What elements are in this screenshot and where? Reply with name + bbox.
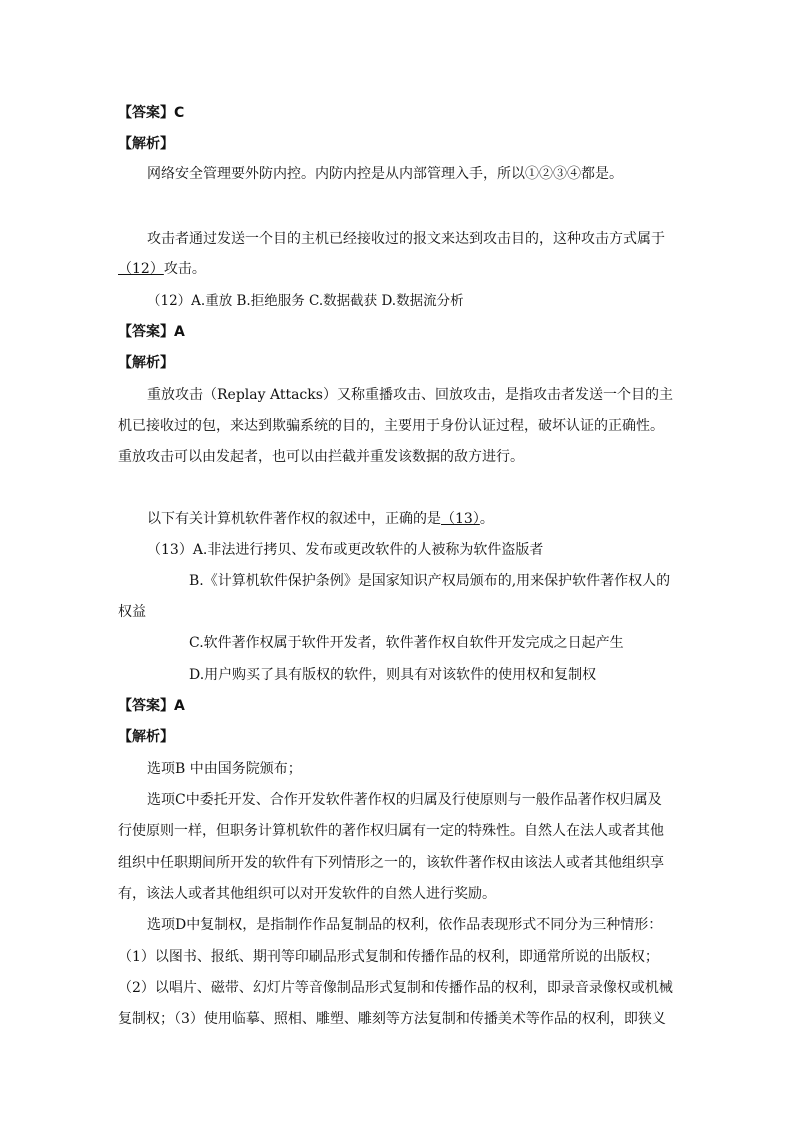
options-line: （12）A.重放 B.拒绝服务 C.数据截获 D.数据流分析 xyxy=(147,293,464,309)
analysis-text: 复制权；（3）使用临摹、照相、雕塑、雕刻等方法复制和传播美术等作品的权利，即狭义 xyxy=(118,1011,666,1027)
option-b: B.《计算机软件保护条例》是国家知识产权局颁布的,用来保护软件著作权人的 xyxy=(189,573,671,589)
analysis-text: 选项B 中由国务院颁布； xyxy=(147,761,302,777)
question-stem-cont xyxy=(118,259,206,279)
option-c: C.软件著作权属于软件开发者，软件著作权自软件开发完成之日起产生 xyxy=(189,635,624,651)
question-stem xyxy=(147,509,494,529)
question-stem-tail: 攻击。 xyxy=(163,261,206,277)
analysis-text: （2）以唱片、磁带、幻灯片等音像制品形式复制和传播作品的权利，即录音录像权或机械 xyxy=(118,980,673,996)
analysis-text: 选项C中委托开发、合作开发软件著作权的归属及行使原则与一般作品著作权归属及 xyxy=(147,792,662,808)
answer-value: C xyxy=(174,105,185,121)
analysis-text: 有，该法人或者其他组织可以对开发软件的自然人进行奖励。 xyxy=(118,886,496,902)
analysis-text: 网络安全管理要外防内控。内防内控是从内部管理入手，所以①②③④都是。 xyxy=(147,166,623,182)
answer-value: A xyxy=(174,698,185,714)
analysis-text: 重放攻击可以由发起者，也可以由拦截并重发该数据的敌方进行。 xyxy=(118,449,524,465)
question-stem: 攻击者通过发送一个目的主机已经接收过的报文来达到攻击目的，这种攻击方式属于 xyxy=(147,231,665,247)
option-b-cont: 权益 xyxy=(118,604,146,620)
question-stem-tail: 。 xyxy=(479,511,494,527)
answer-line xyxy=(118,103,184,123)
option-d: D.用户购买了具有版权的软件，则具有对该软件的使用权和复制权 xyxy=(189,667,597,683)
question-blank: （13） xyxy=(441,511,480,527)
option-a: （13）A.非法进行拷贝、发布或更改软件的人被称为软件盗版者 xyxy=(147,542,544,558)
question-stem-prefix: 以下有关计算机软件著作权的叙述中，正确的是 xyxy=(147,511,441,527)
question-blank: （12） xyxy=(118,261,164,277)
analysis-text: 选项D中复制权，是指制作作品复制品的权利，依作品表现形式不同分为三种情形： xyxy=(147,917,663,933)
answer-line xyxy=(118,322,185,342)
analysis-label: 【解析】 xyxy=(118,355,174,371)
answer-value: A xyxy=(174,324,185,340)
analysis-text: 行使原则一样，但职务计算机软件的著作权归属有一定的特殊性。自然人在法人或者其他 xyxy=(118,823,664,839)
answer-label: 【答案】 xyxy=(118,105,174,121)
analysis-text: 重放攻击（Replay Attacks）又称重播攻击、回放攻击，是指攻击者发送一个目的主 xyxy=(147,387,673,403)
analysis-label: 【解析】 xyxy=(118,729,174,745)
answer-line xyxy=(118,696,185,716)
answer-label: 【答案】 xyxy=(118,698,174,714)
analysis-text: （1）以图书、报纸、期刊等印刷品形式复制和传播作品的权利，即通常所说的出版权； xyxy=(118,949,659,965)
analysis-text: 组织中任职期间所开发的软件有下列情形之一的，该软件著作权由该法人或者其他组织享 xyxy=(118,855,664,871)
analysis-label: 【解析】 xyxy=(118,136,174,152)
answer-label: 【答案】 xyxy=(118,324,174,340)
analysis-text: 机已接收过的包，来达到欺骗系统的目的，主要用于身份认证过程，破坏认证的正确性。 xyxy=(118,418,664,434)
